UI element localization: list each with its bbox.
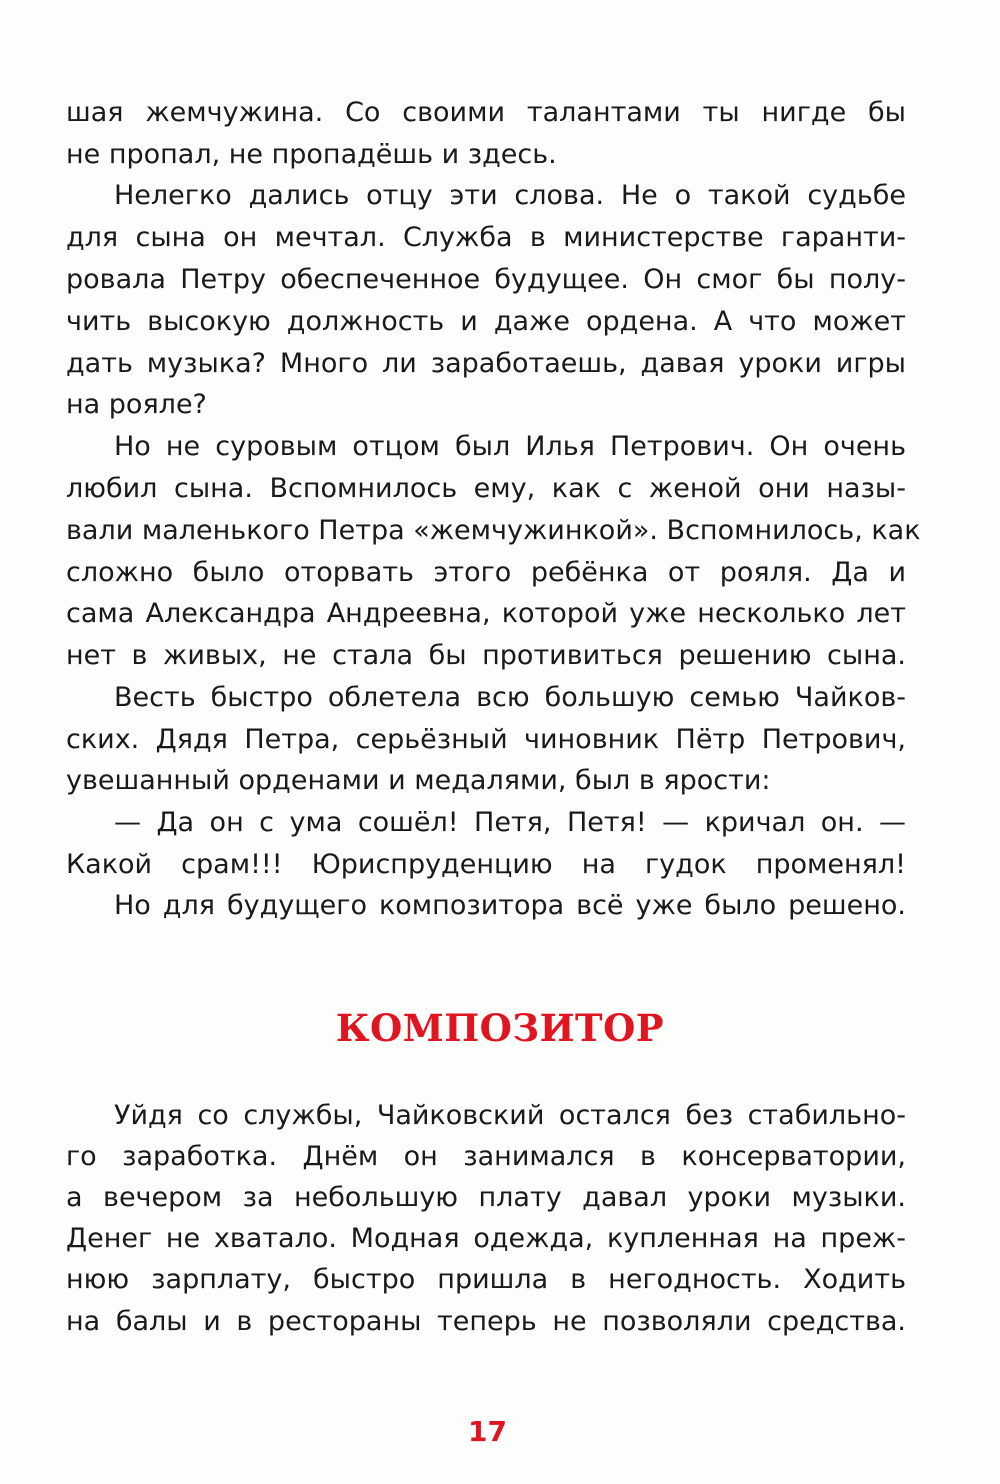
text-line: дать музыка? Много ли заработаешь, давая уроки игры (66, 348, 906, 379)
text-line: сама Александра Андреевна, которой уже несколько лет (66, 598, 906, 629)
text-line: Нелегко дались отцу эти слова. Не о такой судьбе (114, 180, 906, 211)
dialogue-line: — Да он с ума сошёл! Петя, Петя! — кричал он. — (114, 807, 906, 838)
section-heading: КОМПОЗИТОР (335, 1006, 665, 1050)
text-line: нет в живых, не стала бы противиться решению сына. (66, 640, 906, 671)
text-line: Уйдя со службы, Чайковский остался без стабильно- (114, 1100, 906, 1131)
text-line: для сына он мечтал. Служба в министерстве гаранти- (66, 222, 906, 253)
text-line: любил сына. Вспомнилось ему, как с женой они назы- (66, 473, 906, 504)
text-line: Денег не хватало. Модная одежда, купленная на преж- (66, 1223, 906, 1254)
page-number: 17 (468, 1415, 507, 1448)
text-line: на рояле? (66, 389, 207, 420)
text-line: ских. Дядя Петра, серьёзный чиновник Пётр Петрович, (66, 724, 906, 755)
text-line: а вечером за небольшую плату давал уроки музыки. (66, 1182, 906, 1213)
text-line: го заработка. Днём он занимался в консерватории, (66, 1141, 906, 1172)
text-line: Весть быстро облетела всю большую семью Чайков- (114, 682, 906, 713)
text-line: увешанный орденами и медалями, был в ярости: (66, 765, 771, 796)
dialogue-line: Какой срам!!! Юриспруденцию на гудок променял! (66, 849, 906, 880)
text-line: нюю зарплату, быстро пришла в негодность. Ходить (66, 1264, 906, 1295)
text-line: чить высокую должность и даже ордена. А что может (66, 306, 906, 337)
text-line: вали маленького Петра «жемчужинкой». Вспомнилось, как (66, 515, 921, 546)
text-line: Но не суровым отцом был Илья Петрович. Он очень (114, 431, 906, 462)
text-line: не пропал, не пропадёшь и здесь. (66, 139, 557, 170)
text-line: ровала Петру обеспеченное будущее. Он смог бы полу- (66, 264, 906, 295)
text-line: шая жемчужина. Со своими талантами ты нигде бы (66, 97, 906, 128)
text-line: на балы и в рестораны теперь не позволяли средства. (66, 1306, 906, 1337)
text-line: сложно было оторвать этого ребёнка от рояля. Да и (66, 557, 906, 588)
text-line: Но для будущего композитора всё уже было решено. (114, 890, 906, 921)
